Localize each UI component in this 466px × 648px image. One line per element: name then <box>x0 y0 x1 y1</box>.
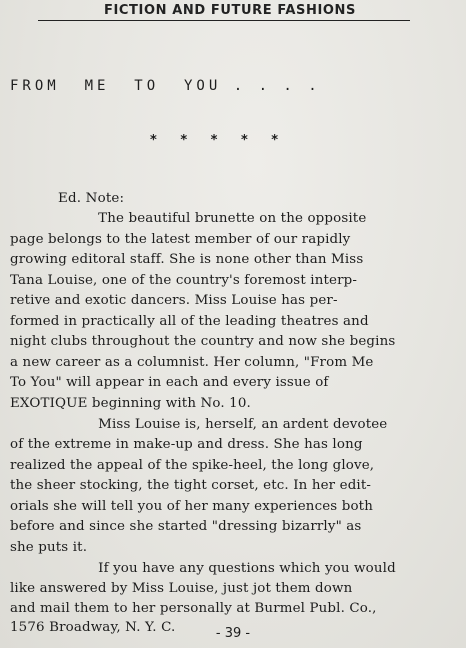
body-line: Tana Louise, one of the country's foremost interp- <box>10 273 358 288</box>
body-line: Miss Louise is, herself, an ardent devotee <box>10 417 388 432</box>
page-number: - 39 - <box>215 626 251 641</box>
body-line: If you have any questions which you would <box>10 561 396 576</box>
header-rule <box>38 20 410 21</box>
body-line: EXOTIQUE beginning with No. 10. <box>10 396 251 411</box>
running-header: FICTION AND FUTURE FASHIONS <box>104 3 356 18</box>
body-line: orials she will tell you of her many experiences both <box>10 499 373 514</box>
body-line: The beautiful brunette on the opposite <box>10 211 367 226</box>
section-separator: * * * * * <box>150 133 279 148</box>
body-line: before and since she started "dressing bizarrly" as <box>10 519 362 534</box>
body-line: she puts it. <box>10 540 88 555</box>
body-line: page belongs to the latest member of our rapidly <box>10 232 351 247</box>
body-line: of the extreme in make-up and dress. She has long <box>10 437 363 452</box>
body-line: formed in practically all of the leading theatres and <box>10 314 369 329</box>
editor-note-label: Ed. Note: <box>58 191 125 206</box>
body-line: To You" will appear in each and every issue of <box>10 375 329 390</box>
body-line: retive and exotic dancers. Miss Louise has per- <box>10 293 338 308</box>
body-line: a new career as a columnist. Her column, "From Me <box>10 355 374 370</box>
body-line: growing editoral staff. She is none other than Miss <box>10 252 364 267</box>
body-line: and mail them to her personally at Burmel Publ. Co., <box>10 601 377 616</box>
body-line: realized the appeal of the spike-heel, the long glove, <box>10 458 375 473</box>
body-line: like answered by Miss Louise, just jot them down <box>10 581 353 596</box>
column-title: FROM ME TO YOU . . . . <box>10 78 321 94</box>
body-line: night clubs throughout the country and now she begins <box>10 334 396 349</box>
body-line: 1576 Broadway, N. Y. C. <box>10 620 176 635</box>
body-line: the sheer stocking, the tight corset, etc. In her edit- <box>10 478 372 493</box>
